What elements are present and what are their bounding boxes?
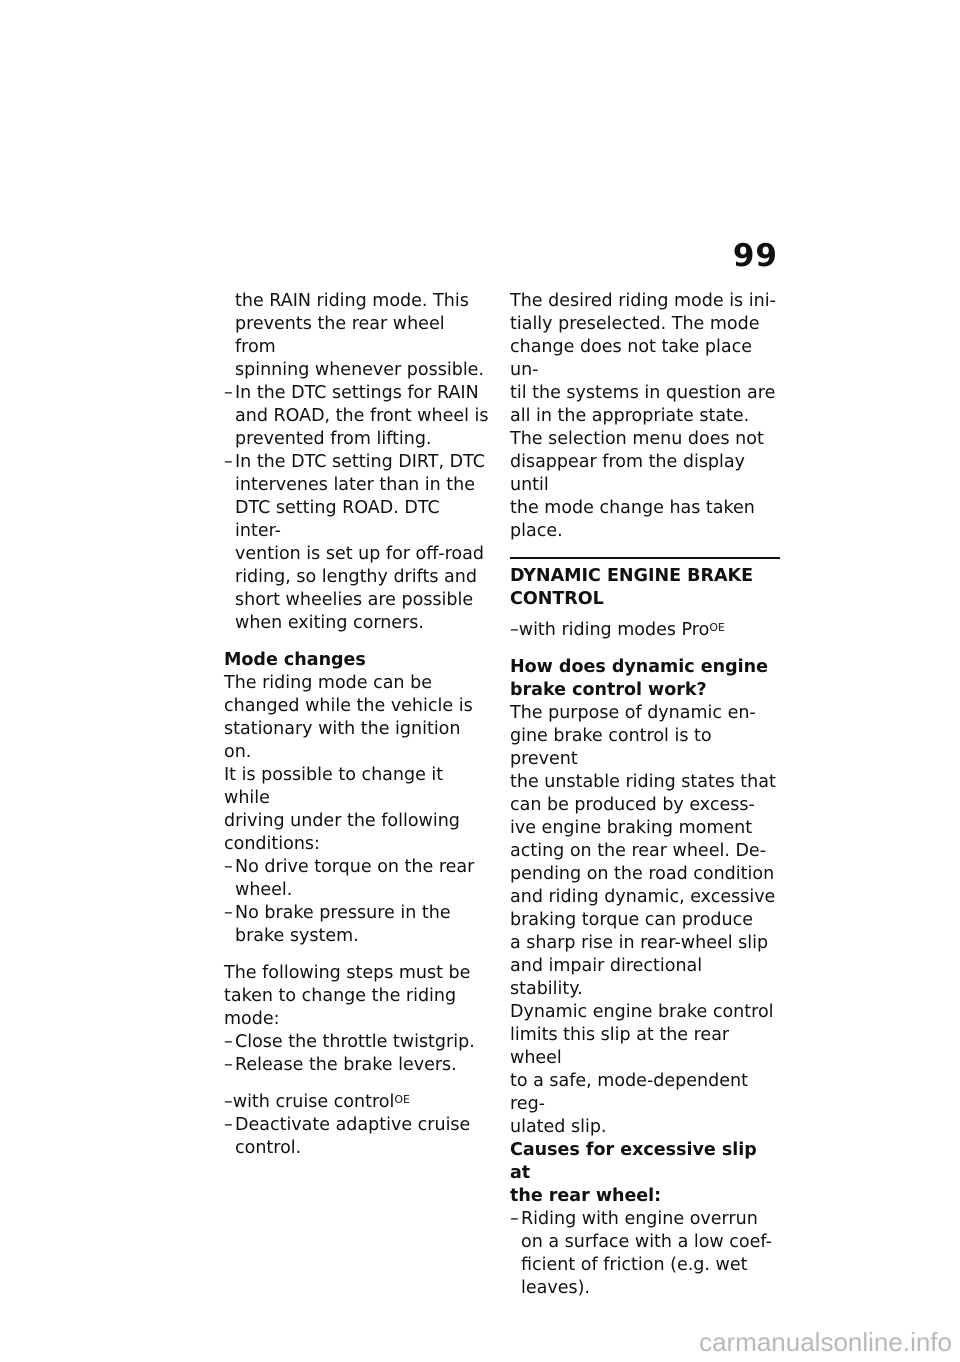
causes-heading bbox=[510, 1139, 780, 1208]
section-title bbox=[510, 557, 780, 611]
text-line: changed while the vehicle is bbox=[224, 696, 473, 716]
list-item: – Close the throttle twistgrip. bbox=[224, 1032, 475, 1052]
dash-marker: – bbox=[510, 1209, 519, 1229]
text-line: to a safe, mode-dependent reg- bbox=[510, 1071, 748, 1114]
text-line: and ROAD, the front wheel is bbox=[235, 406, 489, 426]
list-item bbox=[224, 856, 489, 902]
how-paragraph bbox=[510, 702, 780, 1139]
text-line: It is possible to change it while bbox=[224, 765, 444, 808]
list-item: – Release the brake levers. bbox=[224, 1055, 457, 1075]
cruise-control-condition: –with cruise control$^{OE}$ bbox=[224, 1092, 410, 1112]
text-line: wheel. bbox=[235, 880, 293, 900]
text-line: on a surface with a low coef- bbox=[521, 1232, 772, 1252]
text-line: brake control work? bbox=[510, 680, 707, 700]
dash-marker: – bbox=[224, 383, 233, 403]
preselect-paragraph bbox=[510, 290, 780, 543]
text-line: tially preselected. The mode bbox=[510, 314, 760, 334]
text-line: The riding mode can be bbox=[224, 673, 432, 693]
text-line: the RAIN riding mode. This bbox=[235, 291, 469, 311]
text-line: riding, so lengthy drifts and bbox=[235, 567, 477, 587]
text-line: taken to change the riding bbox=[224, 986, 457, 1006]
text-line: DTC setting ROAD. DTC inter- bbox=[235, 498, 440, 541]
text-line: leaves). bbox=[521, 1278, 590, 1298]
dash-marker: – bbox=[224, 452, 233, 472]
text-line: acting on the rear wheel. De- bbox=[510, 841, 767, 861]
text-line: Riding with engine overrun bbox=[521, 1209, 758, 1229]
mode-changes-paragraph bbox=[224, 672, 489, 856]
text-line: the mode change has taken bbox=[510, 498, 755, 518]
text-line: stationary with the ignition on. bbox=[224, 719, 461, 762]
text-line: No drive torque on the rear bbox=[235, 857, 475, 877]
text-line: short wheelies are possible bbox=[235, 590, 474, 610]
text-line: vention is set up for off-road bbox=[235, 544, 484, 564]
text-line: ficient of friction (e.g. wet bbox=[521, 1255, 748, 1275]
dash-marker: – bbox=[224, 857, 233, 877]
text-line: conditions: bbox=[224, 834, 320, 854]
riding-modes-condition: –with riding modes Pro$^{OE}$ bbox=[510, 620, 725, 640]
text-line: mode: bbox=[224, 1009, 280, 1029]
text-line: can be produced by excess- bbox=[510, 795, 755, 815]
text-line: braking torque can produce bbox=[510, 910, 753, 930]
text-line: and impair directional stability. bbox=[510, 956, 703, 999]
text-line: disappear from the display until bbox=[510, 452, 745, 495]
text-line: a sharp rise in rear-wheel slip bbox=[510, 933, 769, 953]
text-line: The purpose of dynamic en- bbox=[510, 703, 756, 723]
dash-marker: – bbox=[224, 903, 233, 923]
text-line: the unstable riding states that bbox=[510, 772, 776, 792]
text-line: CONTROL bbox=[510, 589, 604, 609]
right-column bbox=[510, 290, 780, 1300]
mode-changes-heading: Mode changes bbox=[224, 650, 366, 670]
text-line: the rear wheel: bbox=[510, 1186, 662, 1206]
text-line: limits this slip at the rear wheel bbox=[510, 1025, 730, 1068]
list-item bbox=[510, 1208, 780, 1300]
list-item bbox=[224, 451, 489, 635]
text-line: In the DTC settings for RAIN bbox=[235, 383, 479, 403]
text-line: Deactivate adaptive cruise bbox=[235, 1115, 471, 1135]
optional-equipment-mark: OE bbox=[394, 1093, 410, 1106]
optional-equipment-mark: OE bbox=[709, 621, 725, 634]
text-line: pending on the road condition bbox=[510, 864, 775, 884]
text-line: How does dynamic engine bbox=[510, 657, 768, 677]
text-line: intervenes later than in the bbox=[235, 475, 475, 495]
text-line: and riding dynamic, excessive bbox=[510, 887, 776, 907]
dash-marker: – bbox=[224, 1055, 233, 1075]
text-line: DYNAMIC ENGINE BRAKE bbox=[510, 566, 754, 586]
text-line: The following steps must be bbox=[224, 963, 471, 983]
how-heading bbox=[510, 656, 780, 702]
text-line: ulated slip. bbox=[510, 1117, 607, 1137]
text-line: ive engine braking moment bbox=[510, 818, 753, 838]
text-line: In the DTC setting DIRT, DTC bbox=[235, 452, 485, 472]
list-item bbox=[224, 1114, 489, 1160]
text-line: brake system. bbox=[235, 926, 359, 946]
text-line: The desired riding mode is ini- bbox=[510, 291, 776, 311]
list-item bbox=[224, 382, 489, 451]
dash-marker: – bbox=[224, 1032, 233, 1052]
list-item bbox=[224, 902, 489, 948]
continued-text bbox=[224, 290, 489, 382]
text-line: driving under the following bbox=[224, 811, 460, 831]
text-line: all in the appropriate state. bbox=[510, 406, 750, 426]
page-number: 99 bbox=[732, 238, 778, 274]
text-line: til the systems in question are bbox=[510, 383, 776, 403]
text-line: gine brake control is to prevent bbox=[510, 726, 712, 769]
text-line: Dynamic engine brake control bbox=[510, 1002, 774, 1022]
text-line: spinning whenever possible. bbox=[235, 360, 485, 380]
text-line: prevented from lifting. bbox=[235, 429, 432, 449]
left-column bbox=[224, 290, 489, 1160]
text-line: place. bbox=[510, 521, 563, 541]
text-line: change does not take place un- bbox=[510, 337, 752, 380]
text-line: No brake pressure in the bbox=[235, 903, 451, 923]
watermark: carmanualsonline.info bbox=[699, 1327, 952, 1357]
dash-marker: – bbox=[224, 1115, 233, 1135]
text-line: when exiting corners. bbox=[235, 613, 424, 633]
text-line: Causes for excessive slip at bbox=[510, 1140, 757, 1183]
steps-paragraph bbox=[224, 962, 489, 1031]
text-line: prevents the rear wheel from bbox=[235, 314, 445, 357]
text-line: control. bbox=[235, 1138, 302, 1158]
text-line: The selection menu does not bbox=[510, 429, 764, 449]
